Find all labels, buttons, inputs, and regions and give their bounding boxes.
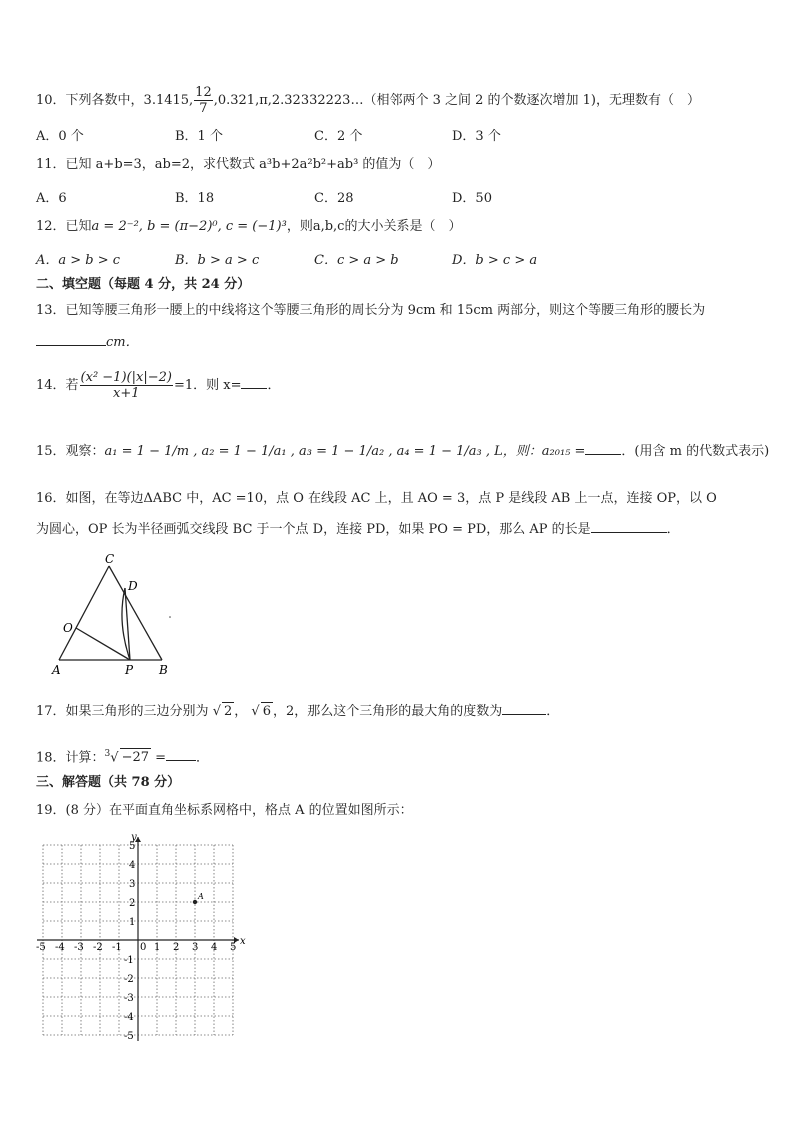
q15-suffix: ．(用含 m 的代数式表示) xyxy=(621,444,770,459)
label-b: B xyxy=(159,663,168,677)
x-tick-label: -2 xyxy=(93,942,103,953)
point-a xyxy=(193,900,197,904)
q10-option-b: B．1 个 xyxy=(175,129,223,144)
q11-option-d: D．50 xyxy=(452,191,492,206)
label-d: D xyxy=(128,579,138,593)
q14-suffix: =1．则 x= xyxy=(173,378,242,393)
triangle-figure xyxy=(44,550,184,680)
y-tick-label: 1 xyxy=(129,917,136,928)
segment-op xyxy=(76,628,130,660)
y-tick-label: -3 xyxy=(124,993,134,1004)
q16-blank[interactable] xyxy=(591,520,667,533)
x-tick-label: 3 xyxy=(192,942,199,953)
q12-option-a: A．a > b > c xyxy=(36,253,121,268)
q10-frac-num: 12 xyxy=(195,85,212,100)
x-tick-label: -4 xyxy=(55,942,65,953)
q15-sequence: a₁ = 1 − 1/m , a₂ = 1 − 1/a₁ , a₃ = 1 − 1/a₂ , a₄ = 1 − 1/a₃ , L xyxy=(104,444,503,459)
sqrt-2: √ 2 xyxy=(212,704,233,719)
x-tick-label: -5 xyxy=(36,942,46,953)
q14-blank[interactable] xyxy=(241,376,267,389)
q11-option-c: C．28 xyxy=(314,191,354,206)
y-tick-label: 5 xyxy=(129,841,136,852)
coordinate-grid xyxy=(34,828,250,1046)
q14-frac-den: x+1 xyxy=(112,386,140,401)
label-c: C xyxy=(105,552,115,566)
q14-fraction xyxy=(80,370,173,401)
q18-radicand: −27 xyxy=(121,750,150,766)
q15-blank[interactable] xyxy=(585,442,621,455)
q16-end: ． xyxy=(666,522,680,537)
q12-suffix: ，则a,b,c的大小关系是（ ） xyxy=(286,219,462,234)
section-2-heading: 二、填空题（每题 4 分，共 24 分） xyxy=(36,277,251,292)
q12-prefix: 12．已知 xyxy=(36,219,92,234)
question-13: 13．已知等腰三角形一腰上的中线将这个等腰三角形的周长分为 9cm 和 15cm 两部分，则这个等腰三角形的腰长为 xyxy=(36,303,706,318)
q15-prefix: 15．观察： xyxy=(36,444,105,459)
x-tick-label: 0 xyxy=(140,942,147,953)
x-tick-label: 4 xyxy=(211,942,218,953)
q14-prefix: 14．若 xyxy=(36,378,79,393)
q18-mid: = xyxy=(151,750,167,766)
q11-option-a: A．6 xyxy=(36,191,67,206)
q18-root-index: 3 xyxy=(104,749,111,759)
section-3-heading: 三、解答题（共 78 分） xyxy=(36,775,181,790)
question-16: 16．如图，在等边ΔABC 中，AC =10，点 O 在线段 AC 上，且 AO = 3，点 P 是线段 AB 上一点，连接 OP，以 O xyxy=(36,491,717,506)
question-15 xyxy=(36,442,769,461)
stray-dot xyxy=(169,616,171,618)
segment-ac xyxy=(59,566,109,660)
q14-frac-num: (x² −1)(|x|−2) xyxy=(80,370,172,385)
q10-suffix: （相邻两个 3 之间 2 的个数逐次增加 1)，无理数有（ ） xyxy=(363,93,700,108)
q18-prefix: 18．计算： xyxy=(36,750,105,766)
q12-option-c: C．c > a > b xyxy=(314,253,399,268)
question-14 xyxy=(36,370,280,401)
q10-option-c: C．2 个 xyxy=(314,129,363,144)
question-17: 17．如果三角形的三边分别为 √ 2 ， √ 6 ，2，那么这个三角形的最大角的度数为 ． xyxy=(36,704,560,719)
y-tick-label: 4 xyxy=(129,860,136,871)
y-tick-label: -2 xyxy=(124,974,134,985)
q17-blank[interactable] xyxy=(502,702,546,715)
question-19: 19．(8 分）在平面直角坐标系网格中，格点 A 的位置如图所示： xyxy=(36,803,413,818)
q13-unit: cm． xyxy=(106,335,139,350)
label-p: P xyxy=(125,663,134,677)
q14-end: ． xyxy=(267,378,281,393)
question-13-line2 xyxy=(36,333,139,352)
q17-mid: ，2，那么这个三角形的最大角的度数为 xyxy=(272,704,503,719)
x-axis-label: x xyxy=(240,936,246,947)
q10-prefix: 10．下列各数中， xyxy=(36,93,144,108)
x-tick-label: 1 xyxy=(154,942,161,953)
x-tick-label: 2 xyxy=(173,942,180,953)
x-tick-label: -1 xyxy=(112,942,122,953)
q15-mid: ，则：a₂₀₁₅ = xyxy=(502,444,586,459)
question-12 xyxy=(36,218,461,236)
q11-option-b: B．18 xyxy=(175,191,215,206)
question-16-line2 xyxy=(36,520,680,539)
q10-option-d: D．3 个 xyxy=(452,129,501,144)
q17-prefix: 17．如果三角形的三边分别为 xyxy=(36,704,209,719)
q12-option-d: D．b > c > a xyxy=(452,253,538,268)
question-11: 11．已知 a+b=3，ab=2，求代数式 a³b+2a²b²+ab³ 的值为（ ） xyxy=(36,157,441,172)
y-tick-label: -4 xyxy=(124,1012,134,1023)
sqrt-6: √ 6 xyxy=(251,704,271,719)
x-tick-label: -3 xyxy=(74,942,84,953)
y-tick-label: 2 xyxy=(129,898,136,909)
q12-expr: a = 2⁻², b = (π−2)⁰, c = (−1)³ xyxy=(91,219,287,234)
y-tick-label: -1 xyxy=(124,955,134,966)
q17-radicand-2: 6 xyxy=(262,704,271,719)
q13-blank[interactable] xyxy=(36,333,106,346)
q12-option-b: B．b > a > c xyxy=(175,253,260,268)
q18-blank[interactable] xyxy=(166,748,196,761)
q10-frac-den: 7 xyxy=(199,101,208,116)
y-axis-label: y xyxy=(131,832,137,843)
y-tick-label: -5 xyxy=(124,1031,134,1042)
x-tick-label: 5 xyxy=(230,942,237,953)
q16-line2-text: 为圆心，OP 长为半径画弧交线段 BC 于一个点 D，连接 PD，如果 PO = PD，那么 AP 的长是 xyxy=(36,522,591,537)
q10-option-a: A．0 个 xyxy=(36,129,84,144)
y-tick-label: 3 xyxy=(129,879,136,890)
q17-end: ． xyxy=(546,704,560,719)
question-18: 18．计算：$^3$√ −27 = ． xyxy=(36,749,210,766)
q10-numbers: 3.1415, xyxy=(143,93,194,108)
q10-numbers2: ,0.321,π,2.32332223… xyxy=(213,93,364,108)
q17-radicand-1: 2 xyxy=(223,704,233,719)
q18-end: ． xyxy=(196,750,210,766)
question-10 xyxy=(36,85,700,116)
q10-fraction xyxy=(194,85,213,116)
point-a-label: A xyxy=(198,892,204,901)
label-a: A xyxy=(52,663,61,677)
label-o: O xyxy=(63,621,73,635)
